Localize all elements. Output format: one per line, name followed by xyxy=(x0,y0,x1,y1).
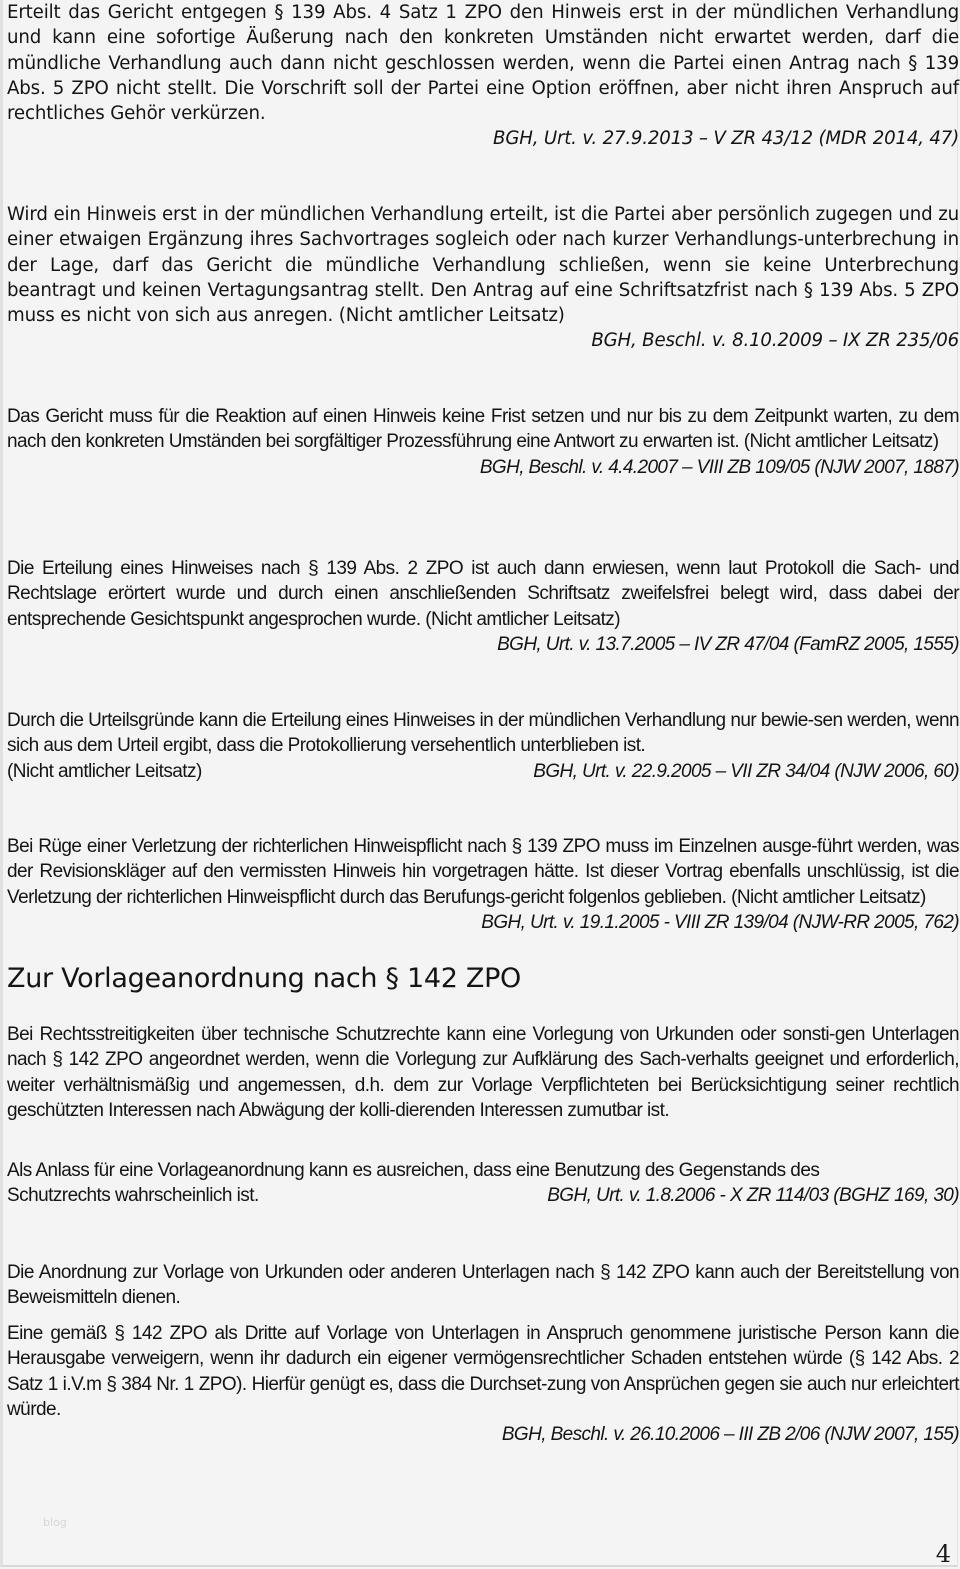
ruling-citation: BGH, Urt. v. 27.9.2013 – V ZR 43/12 (MDR 2014, 47) xyxy=(493,128,959,150)
ruling-tail-row xyxy=(7,1183,959,1208)
ruling-text: Bei Rüge einer Verletzung der richterlichen Hinweispflicht nach § 139 ZPO muss im Einzelnen ausge-führt werden, was der Revisionskläger auf den vermissten Hinweis hin vorgetragen hätte. Ist dieser Vortrag ebenfalls unschlüssig, ist die Verletzung der richterlichen Hinweispflicht durch das Berufungs-gericht folgenlos geblieben. (Nicht amtlicher Leitsatz) xyxy=(7,836,959,908)
ruling-citation: BGH, Beschl. v. 8.10.2009 – IX ZR 235/06 xyxy=(591,330,959,352)
ruling-text: Als Anlass für eine Vorlageanordnung kann es ausreichen, dass eine Benutzung des Gegenstands des xyxy=(7,1160,820,1181)
ruling-block xyxy=(7,404,959,480)
watermark: blog xyxy=(43,1516,67,1529)
ruling-block xyxy=(7,1022,959,1123)
ruling-citation: BGH, Urt. v. 19.1.2005 - VIII ZR 139/04 (NJW-RR 2005, 762) xyxy=(481,911,959,933)
ruling-block xyxy=(7,708,959,784)
ruling-text: Die Anordnung zur Vorlage von Urkunden oder anderen Unterlagen nach § 142 ZPO kann auch der Bereitstellung von Beweismitteln dienen. xyxy=(7,1262,959,1309)
ruling-block xyxy=(7,834,959,935)
ruling-text: Wird ein Hinweis erst in der mündlichen Verhandlung erteilt, ist die Partei aber persönlich zugegen und zu einer etwaigen Ergänzung ihres Sachvortrages sogleich oder nach kurzer Verhandlungs-unterbrechung in der Lage, darf das Gericht die mündliche Verhandlung schließen, wenn sie keine Unterbrechung beantragt und keinen Vertagungsantrag stellt. Den Antrag auf eine Schriftsatzfrist nach § 139 Abs. 5 ZPO muss es nicht von sich aus anregen. (Nicht amtlicher Leitsatz) xyxy=(7,204,959,327)
ruling-citation: BGH, Beschl. v. 26.10.2006 – III ZB 2/06 (NJW 2007, 155) xyxy=(501,1424,959,1446)
ruling-block xyxy=(7,202,959,354)
ruling-text: Durch die Urteilsgründe kann die Erteilung eines Hinweises in der mündlichen Verhandlung nur bewie-sen werden, wenn sich aus dem Urteil ergibt, dass die Protokollierung versehentlich unterblieben ist. xyxy=(7,710,959,757)
ruling-text: Die Erteilung eines Hinweises nach § 139 Abs. 2 ZPO ist auch dann erwiesen, wenn laut Protokoll die Sach- und Rechtslage erörtert wurde und durch einen anschließenden Schriftsatz zweifelsfrei belegt wird, dass dabei der entsprechende Gesichtspunkt angesprochen wurde. (Nicht amtlicher Leitsatz) xyxy=(7,558,959,630)
ruling-text: Eine gemäß § 142 ZPO als Dritte auf Vorlage von Unterlagen in Anspruch genommene juristische Person kann die Herausgabe verweigern, wenn ihr dadurch ein eigener vermögensrechtlicher Schaden entstehen würde (§ 142 Abs. 2 Satz 1 i.V.m § 384 Nr. 1 ZPO). Hierfür genügt es, dass die Durchset-zung von Ansprüchen gegen sie auch nur erleichtert würde. xyxy=(7,1323,959,1420)
ruling-citation: BGH, Urt. v. 13.7.2005 – IV ZR 47/04 (FamRZ 2005, 1555) xyxy=(497,633,959,655)
ruling-block xyxy=(7,0,959,152)
ruling-block xyxy=(7,1260,959,1311)
ruling-citation: BGH, Urt. v. 1.8.2006 - X ZR 114/03 (BGHZ 169, 30) xyxy=(547,1185,959,1207)
ruling-text-tail: (Nicht amtlicher Leitsatz) xyxy=(7,760,202,782)
page-number: 4 xyxy=(935,1540,951,1568)
ruling-block xyxy=(7,1321,959,1447)
section-heading: Zur Vorlageanordnung nach § 142 ZPO xyxy=(7,963,522,994)
ruling-citation: BGH, Beschl. v. 4.4.2007 – VIII ZB 109/05 (NJW 2007, 1887) xyxy=(479,456,959,478)
ruling-text: Erteilt das Gericht entgegen § 139 Abs. 4 Satz 1 ZPO den Hinweis erst in der mündlichen Verhandlung und kann eine sofortige Äußerung nach den konkreten Umständen nicht erwartet werden, darf die mündliche Verhandlung auch dann nicht geschlossen werden, wenn die Partei einen Antrag nach § 139 Abs. 5 ZPO nicht stellt. Die Vorschrift soll der Partei eine Option eröffnen, aber nicht ihren Anspruch auf rechtliches Gehör verkürzen. xyxy=(7,2,959,125)
ruling-text-tail: Schutzrechts wahrscheinlich ist. xyxy=(7,1185,259,1207)
ruling-block xyxy=(7,1158,959,1209)
ruling-block xyxy=(7,556,959,657)
ruling-citation: BGH, Urt. v. 22.9.2005 – VII ZR 34/04 (NJW 2006, 60) xyxy=(533,760,959,782)
ruling-text: Das Gericht muss für die Reaktion auf einen Hinweis keine Frist setzen und nur bis zu dem Zeitpunkt warten, zu dem nach den konkreten Umständen bei sorgfältiger Prozessführung eine Antwort zu erwarten ist. (Nicht amtlicher Leitsatz) xyxy=(7,406,959,453)
ruling-tail-row xyxy=(7,759,959,784)
ruling-text: Bei Rechtsstreitigkeiten über technische Schutzrechte kann eine Vorlegung von Urkunden oder sonsti-gen Unterlagen nach § 142 ZPO angeordnet werden, wenn die Vorlegung zur Aufklärung des Sach-verhalts geeignet und erforderlich, weiter verhältnismäßig und angemessen, d.h. dem zur Vorlage Verpflichteten bei Berücksichtigung seiner rechtlich geschützten Interessen nach Abwägung der kolli-dierenden Interessen zumutbar ist. xyxy=(7,1024,959,1121)
